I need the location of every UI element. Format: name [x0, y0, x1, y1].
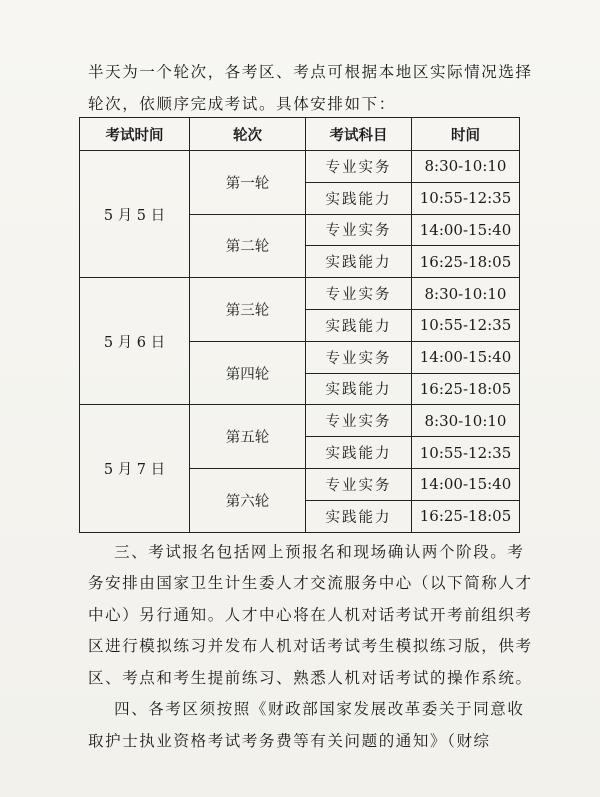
- time-cell: 16:25-18:05: [412, 246, 520, 278]
- subject-cell: 专业实务: [306, 405, 412, 437]
- time-cell: 10:55-12:35: [412, 182, 520, 214]
- time-cell: 16:25-18:05: [412, 500, 520, 532]
- section-3-line: 区、考点和考生提前练习、熟悉人机对话考试的操作系统。: [88, 669, 533, 687]
- section-4-line: 取护士执业资格考试考务费等有关问题的通知》（财综: [88, 732, 491, 750]
- time-cell: 14:00-15:40: [412, 214, 520, 246]
- subject-cell: 专业实务: [306, 341, 412, 373]
- time-cell: 16:25-18:05: [412, 373, 520, 405]
- subject-cell: 专业实务: [306, 278, 412, 310]
- time-cell: 14:00-15:40: [412, 468, 520, 500]
- time-cell: 10:55-12:35: [412, 437, 520, 469]
- round-cell: 第二轮: [190, 214, 306, 278]
- round-cell: 第四轮: [190, 341, 306, 405]
- intro-line-1: 半天为一个轮次，各考区、考点可根据本地区实际情况选择: [88, 63, 533, 81]
- exam-date-cell: 5 月 7 日: [80, 405, 190, 532]
- time-cell: 10:55-12:35: [412, 309, 520, 341]
- table-row: [80, 278, 520, 310]
- round-cell: 第六轮: [190, 468, 306, 532]
- subject-cell: 实践能力: [306, 437, 412, 469]
- round-cell: 第五轮: [190, 405, 306, 469]
- subject-cell: 实践能力: [306, 309, 412, 341]
- section-3-line: 中心）另行通知。人才中心将在人机对话考试开考前组织考: [88, 606, 533, 624]
- table-row: [80, 405, 520, 437]
- subject-cell: 实践能力: [306, 246, 412, 278]
- time-cell: 8:30-10:10: [412, 405, 520, 437]
- table-row: [80, 151, 520, 183]
- round-cell: 第三轮: [190, 278, 306, 342]
- exam-schedule-table: [79, 117, 520, 533]
- time-cell: 14:00-15:40: [412, 341, 520, 373]
- subject-cell: 实践能力: [306, 182, 412, 214]
- time-cell: 8:30-10:10: [412, 278, 520, 310]
- subject-cell: 实践能力: [306, 500, 412, 532]
- section-4-line: 四、各考区须按照《财政部国家发展改革委关于同意收: [88, 700, 525, 718]
- intro-line-2: 轮次，依顺序完成考试。具体安排如下：: [88, 95, 396, 113]
- section-3-line: 区进行模拟练习并发布人机对话考试考生模拟练习版，供考: [88, 637, 533, 655]
- exam-date-cell: 5 月 6 日: [80, 278, 190, 405]
- subject-cell: 实践能力: [306, 373, 412, 405]
- section-3-line: 务安排由国家卫生计生委人才交流服务中心（以下简称人才: [88, 574, 533, 592]
- header-exam-date: 考试时间: [80, 118, 190, 151]
- exam-date-cell: 5 月 5 日: [80, 151, 190, 278]
- subject-cell: 专业实务: [306, 468, 412, 500]
- round-cell: 第一轮: [190, 151, 306, 215]
- subject-cell: 专业实务: [306, 151, 412, 183]
- subject-cell: 专业实务: [306, 214, 412, 246]
- table-header-row: [80, 118, 520, 151]
- header-subject: 考试科目: [306, 118, 412, 151]
- section-3-line: 三、考试报名包括网上预报名和现场确认两个阶段。考: [88, 543, 525, 561]
- time-cell: 8:30-10:10: [412, 151, 520, 183]
- header-round: 轮次: [190, 118, 306, 151]
- header-time: 时间: [412, 118, 520, 151]
